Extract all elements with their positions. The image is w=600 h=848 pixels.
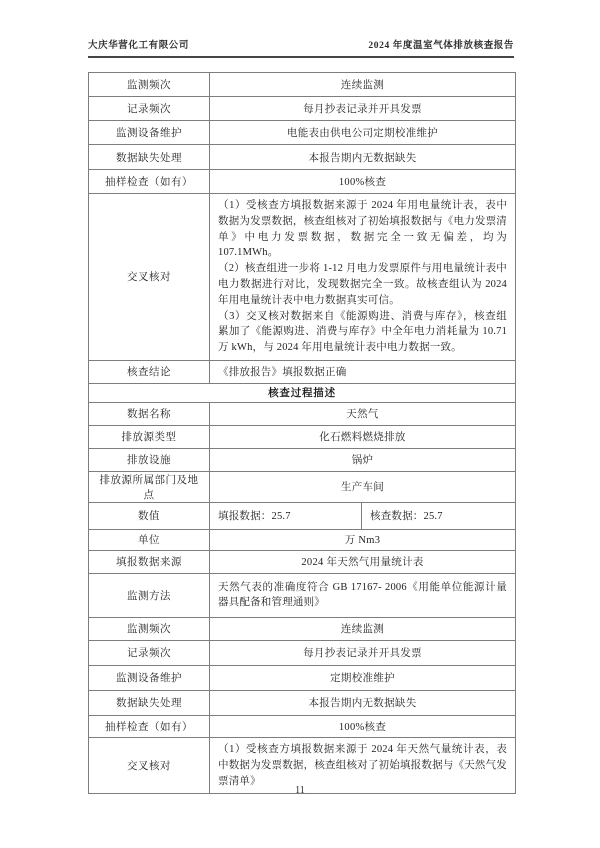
table-row [89, 425, 516, 448]
row-label: 数据缺失处理 [89, 690, 210, 715]
row-label: 抽样检查（如有） [89, 715, 210, 737]
table-row [89, 121, 516, 145]
row-label: 监测频次 [89, 617, 210, 640]
row-label: 排放源所属部门及地点 [89, 471, 210, 502]
row-label: 记录频次 [89, 97, 210, 121]
table-row [89, 640, 516, 665]
row-value: 化石燃料燃烧排放 [210, 425, 516, 448]
row-value: 电能表由供电公司定期校准维护 [210, 121, 516, 145]
row-value: 万 Nm3 [210, 529, 516, 550]
table-row [89, 73, 516, 97]
row-value: 《排放报告》填报数据正确 [210, 360, 516, 383]
table-row [89, 145, 516, 170]
row-label: 监测频次 [89, 73, 210, 97]
row-value: 本报告期内无数据缺失 [210, 145, 516, 170]
row-label: 排放源类型 [89, 425, 210, 448]
row-value: 连续监测 [210, 73, 516, 97]
row-value: 天然气 [210, 402, 516, 425]
section-header-title: 核查过程描述 [89, 383, 516, 402]
row-value: 天然气表的准确度符合 GB 17167- 2006《用能单位能源计量器具配备和管理通则》 [210, 573, 516, 617]
row-label: 监测设备维护 [89, 665, 210, 690]
verified-value-cell: 核查数据：25.7 [362, 502, 516, 529]
table-row [89, 529, 516, 550]
row-label: 数值 [89, 502, 210, 529]
table-row-monitoring-method [89, 573, 516, 617]
table-row-cross-check [89, 194, 516, 361]
row-value: （1）受核查方填报数据来源于 2024 年天然气量统计表，表中数据为发票数据，核查组核对了初始填报数据与《天然气发票清单》 [210, 737, 516, 793]
table-row [89, 170, 516, 194]
header-report-title: 2024 年度温室气体排放核查报告 [368, 41, 514, 51]
row-value: 每月抄表记录并开具发票 [210, 640, 516, 665]
row-label: 交叉核对 [89, 737, 210, 793]
row-value: 本报告期内无数据缺失 [210, 690, 516, 715]
row-label: 抽样检查（如有） [89, 170, 210, 194]
table-row [89, 448, 516, 471]
row-value: 连续监测 [210, 617, 516, 640]
section-header-row [89, 383, 516, 402]
row-value: 每月抄表记录并开具发票 [210, 97, 516, 121]
row-label: 交叉核对 [89, 194, 210, 361]
row-label: 填报数据来源 [89, 550, 210, 573]
row-value: 定期校准维护 [210, 665, 516, 690]
table-row [89, 550, 516, 573]
verification-table [88, 72, 516, 794]
page-header [88, 37, 514, 58]
row-value: 100%核查 [210, 170, 516, 194]
row-label: 监测设备维护 [89, 121, 210, 145]
row-label: 监测方法 [89, 573, 210, 617]
row-value [210, 194, 516, 361]
cross-check-paragraph: （1）受核查方填报数据来源于 2024 年用电量统计表，表中数据为发票数据，核查组核对了初始填报数据与《电力发票清单》中电力发票数据，数据完全一致无偏差，均为 107.1MWh。 [218, 200, 508, 259]
table-row [89, 715, 516, 737]
table-row [89, 97, 516, 121]
table-row [89, 471, 516, 502]
row-label: 核查结论 [89, 360, 210, 383]
row-value: 2024 年天然气用量统计表 [210, 550, 516, 573]
row-value: 锅炉 [210, 448, 516, 471]
row-label: 记录频次 [89, 640, 210, 665]
row-label: 单位 [89, 529, 210, 550]
cross-check-paragraph: （3）交叉核对数据来自《能源购进、消费与库存》，核查组累加了《能源购进、消费与库存》中全年电力消耗量为 10.71 万 kWh，与 2024 年用电量统计表中电力数据一致。 [218, 310, 508, 354]
table-row [89, 617, 516, 640]
row-label: 数据名称 [89, 402, 210, 425]
table-row-conclusion [89, 360, 516, 383]
row-label: 排放设施 [89, 448, 210, 471]
row-label: 数据缺失处理 [89, 145, 210, 170]
cross-check-paragraph: （2）核查组进一步将 1-12 月电力发票原件与用电量统计表中电力数据进行对比，发现数据完全一致。故核查组认为 2024 年用电量统计表中电力数据真实可信。 [218, 263, 508, 306]
table-row-values [89, 502, 516, 529]
table-row [89, 690, 516, 715]
row-value: 生产车间 [210, 471, 516, 502]
row-value: 100%核查 [210, 715, 516, 737]
reported-value-cell: 填报数据：25.7 [210, 502, 362, 529]
page-number: 11 [295, 785, 305, 796]
table-row [89, 665, 516, 690]
table-row [89, 402, 516, 425]
header-company: 大庆华营化工有限公司 [88, 41, 190, 51]
